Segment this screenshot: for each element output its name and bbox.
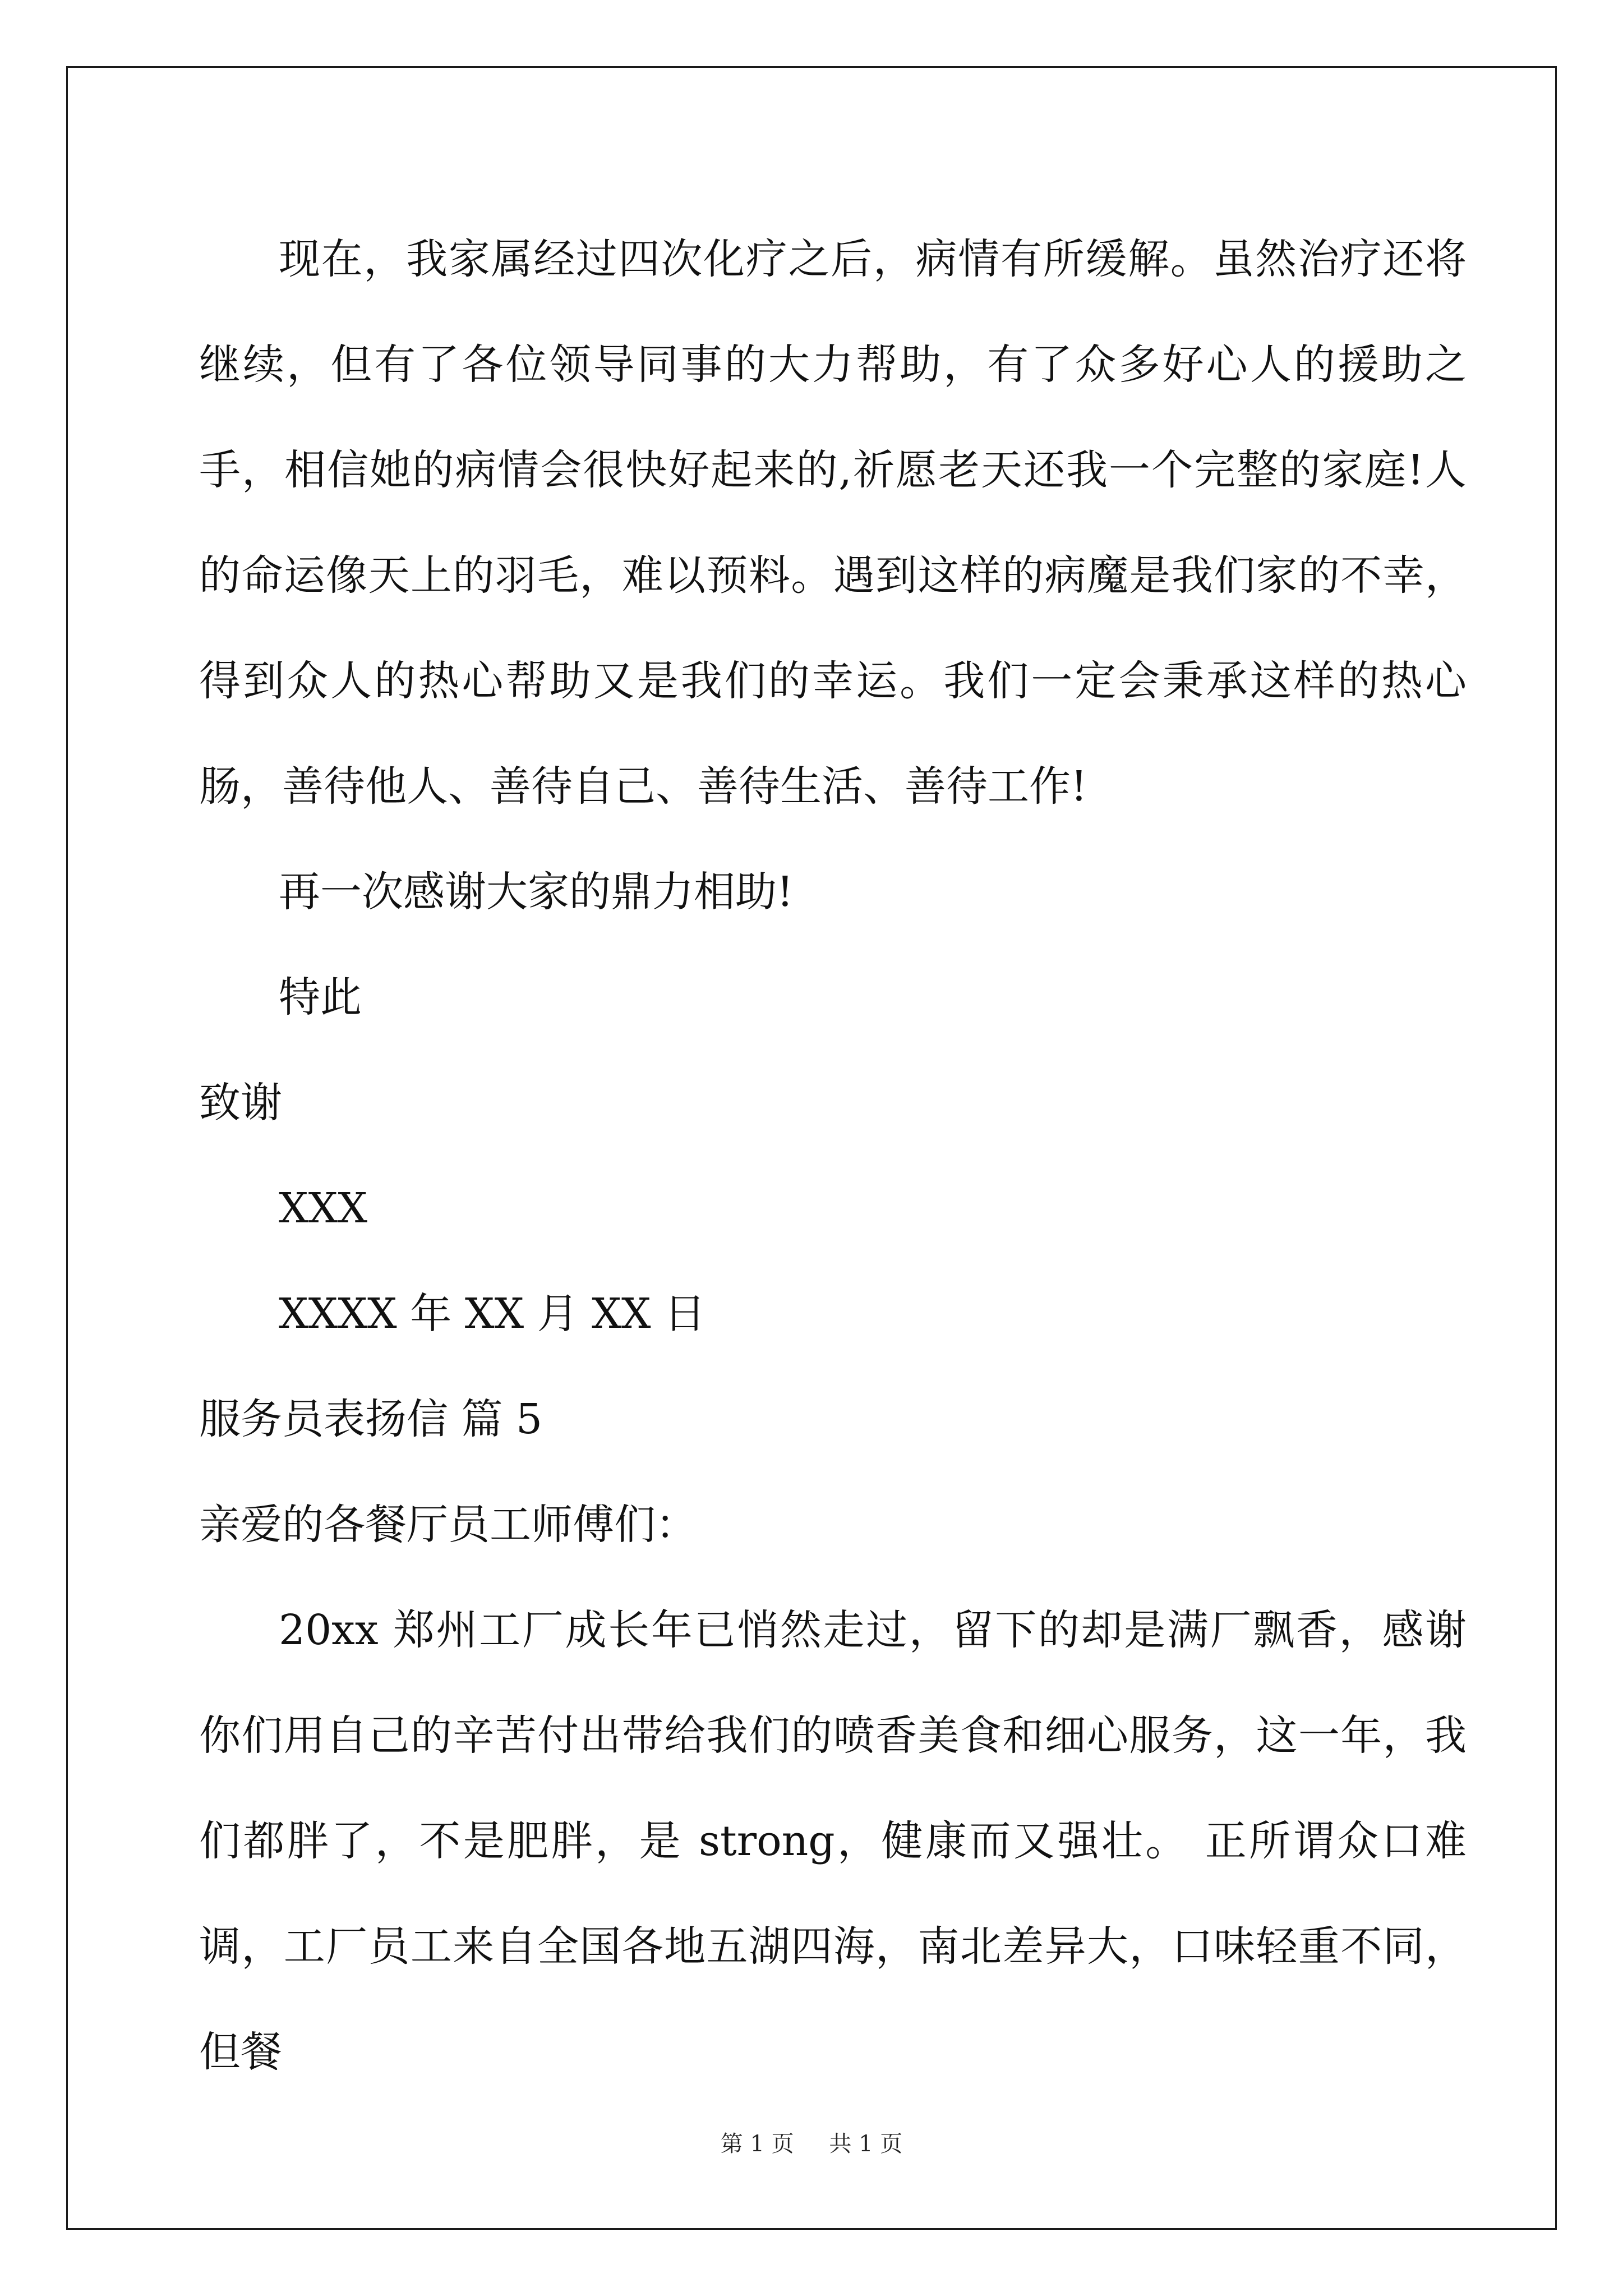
paragraph-salutation: 致谢 bbox=[199, 1079, 282, 1127]
signature-name: XXX bbox=[279, 1184, 368, 1232]
paragraph-recovery: 现在，我家属经过四次化疗之后，病情有所缓解。虽然治疗还将继续，但有了各位领导同事的大力帮助，有了众多好心人的援助之手，相信她的病情会很快好起来的,祈愿老天还我一个完整的家庭!人的命运像天上的羽毛，难以预料。遇到这样的病魔是我们家的不幸，得到众人的热心帮助又是我们的幸运。我们一定会秉承这样的热心肠，善待他人、善待自己、善待生活、善待工作! bbox=[199, 235, 1467, 811]
document-body bbox=[199, 206, 1467, 2105]
section-heading: 服务员表扬信 篇 5 bbox=[199, 1395, 543, 1443]
paragraph-closing: 特此 bbox=[279, 973, 362, 1022]
signature-date: XXXX 年 XX 月 XX 日 bbox=[279, 1290, 706, 1338]
page-number-total: 共 1 页 bbox=[829, 2131, 903, 2157]
page-footer bbox=[0, 2126, 1623, 2158]
paragraph-factory: 20xx 郑州工厂成长年已悄然走过，留下的却是满厂飘香，感谢你们用自己的辛苦付出带给我们的喷香美食和细心服务，这一年，我们都胖了，不是肥胖，是 strong，健康而又强壮。 正所谓众口难调，工厂员工来自全国各地五湖四海，南北差异大，口味轻重不同，但餐 bbox=[199, 1606, 1467, 2076]
paragraph-thanks-again: 再一次感谢大家的鼎力相助! bbox=[279, 868, 794, 916]
page-number-current: 第 1 页 bbox=[720, 2131, 794, 2157]
letter-greeting: 亲爱的各餐厅员工师傅们： bbox=[199, 1501, 697, 1549]
